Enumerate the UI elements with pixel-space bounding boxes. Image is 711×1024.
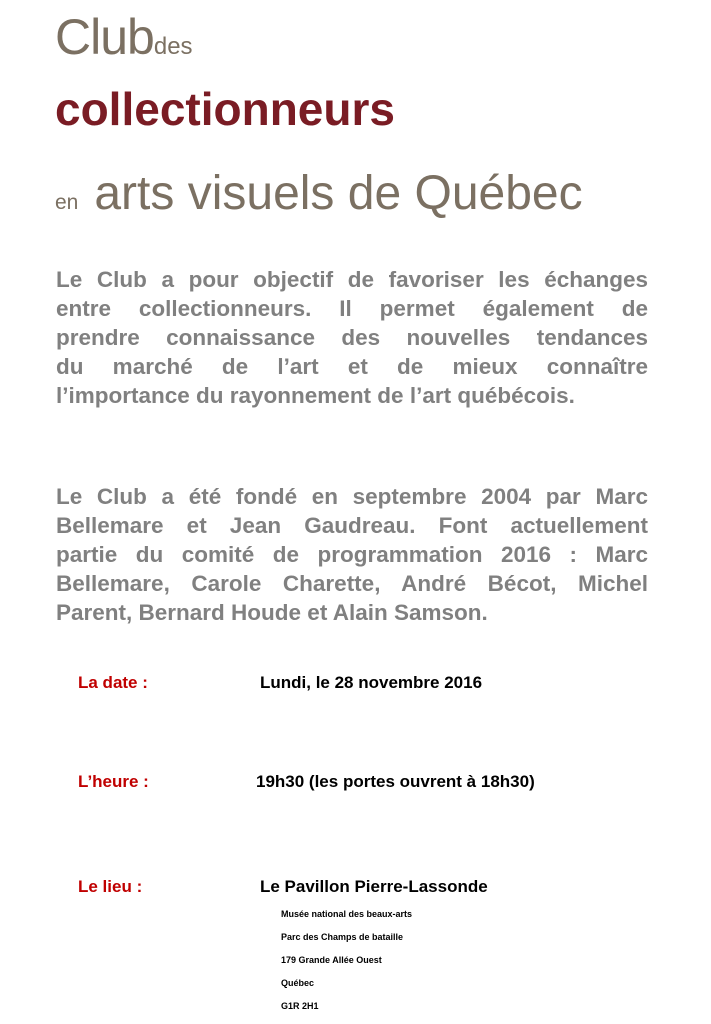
title-arts-visuels — [55, 166, 583, 221]
paragraph-line: prendre connaissance des nouvelles tendances — [56, 325, 648, 350]
address-line: Québec — [281, 978, 315, 988]
paragraph-line: l’importance du rayonnement de l’art québécois. — [56, 383, 575, 408]
time-label: L’heure : — [78, 772, 149, 791]
title-club — [55, 8, 193, 66]
address-line: Musée national des beaux-arts — [281, 909, 413, 919]
date-value: Lundi, le 28 novembre 2016 — [260, 673, 483, 692]
paragraph-line: Le Club a été fondé en septembre 2004 par Marc — [56, 484, 648, 509]
paragraph-line: Parent, Bernard Houde et Alain Samson. — [56, 600, 488, 625]
address-line: Parc des Champs de bataille — [281, 932, 404, 942]
paragraph-history — [56, 482, 648, 627]
place-label: Le lieu : — [78, 877, 143, 896]
place-value: Le Pavillon Pierre-Lassonde — [260, 877, 488, 896]
paragraph-line: Le Club a pour objectif de favoriser les échanges — [56, 267, 648, 292]
title-arts: arts visuels de Québec — [94, 167, 583, 220]
date-label: La date : — [78, 673, 148, 692]
title-club-word: Club — [55, 9, 154, 65]
paragraph-line: Bellemare et Jean Gaudreau. Font actuellement — [56, 513, 648, 538]
title-en: en — [55, 191, 79, 214]
address-line: G1R 2H1 — [281, 1001, 319, 1011]
title-des: des — [153, 33, 193, 60]
paragraph-objective — [56, 265, 648, 410]
paragraph-line: partie du comité de programmation 2016 : Marc — [56, 542, 648, 567]
paragraph-line: du marché de l’art et de mieux connaître — [56, 354, 648, 379]
paragraph-line: entre collectionneurs. Il permet également de — [56, 296, 648, 321]
time-value: 19h30 (les portes ouvrent à 18h30) — [256, 772, 535, 791]
address-line: 179 Grande Allée Ouest — [281, 955, 382, 965]
paragraph-line: Bellemare, Carole Charette, André Bécot, Michel — [56, 571, 648, 596]
title-collectionneurs: collectionneurs — [55, 83, 395, 135]
